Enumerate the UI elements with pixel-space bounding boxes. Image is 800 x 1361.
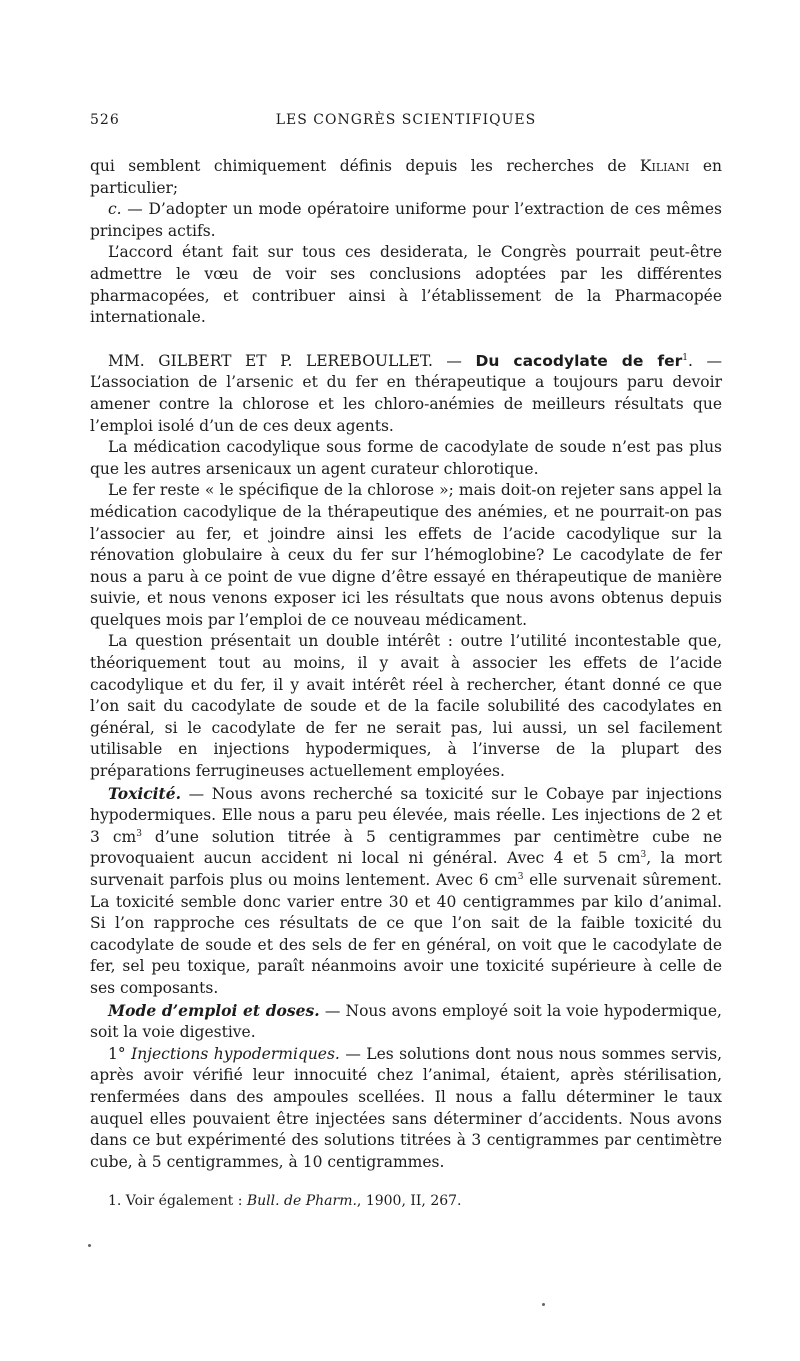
paragraph-continuation [90,156,722,199]
text-run: . — L’association de l’arsenic et du fer en thérapeutique a toujours paru devoir amener contre la chlorose et les chloro-anémies de meilleurs résultats que l’emploi isolé d’un de ces deux agents. [90,351,722,435]
paragraph-mode-emploi [90,1000,722,1044]
superscript: 3 [136,828,142,839]
paragraph: La médication cacodylique sous forme de cacodylate de soude n’est pas plus que les autres arsenicaux un agent curateur chlorotique. [90,438,722,478]
text-run: en particulier; [90,157,722,197]
text-run: qui semblent chimiquement définis depuis les recherches de [90,157,640,175]
text-run: — Nous avons employé soit la voie hypodermique, soit la voie digestive. [90,1001,722,1042]
text-run: — [432,351,476,370]
paragraph-toxicite [90,783,722,1000]
text-run: , 1900, II, 267. [356,1193,462,1210]
item-label: 1° [108,1044,132,1063]
subheading-toxicite: Toxicité. [108,783,181,803]
text-run: , la mort survenait parfois plus ou moins lentement. Avec 6 cm [90,849,722,889]
page-number: 526 [90,112,120,128]
section-authors: MM. GILBERT ET P. LEREBOULLET. [108,351,433,370]
text-run: — Les solutions dont nous nous sommes servis, après avoir vérifié leur innocuité chez l’animal, étaient, après stérilisation, renfermées dans des ampoules scellées. Il nous a fallu déterminer le taux auquel elles pouvaient être injectées sans déterminer d’accidents. Nous avons dans ce but expérimenté des solutions titrées à 3 centigrammes par centimètre cube, à 5 centigrammes, à 10 centigrammes. [90,1044,723,1171]
section-heading-paragraph [90,351,722,437]
paragraph: Le fer reste « le spécifique de la chlorose »; mais doit-on rejeter sans appel la médication cacodylique de la thérapeutique des anémies, et ne pourrait-on pas l’associer au fer, et joindre ainsi les effets de l’acide cacodylique sur la rénovation globulaire à ceux du fer sur l’hémoglobine? Le cacodylate de fer nous a paru à ce point de vue digne d’être essayé en thérapeutique de manière suivie, et nous venons exposer ici les résultats que nous avons obtenus depuis quelques mois par l’emploi de ce nouveau médicament. [90,481,722,629]
text-run: 1. Voir également : [108,1193,247,1210]
print-speck [542,1303,545,1306]
item-label: c. [108,200,122,219]
paragraph-conclusion: L’accord étant fait sur tous ces desiderata, le Congrès pourrait peut-être admettre le vœu de voir ses conclusions adoptées par les différentes pharmacopées, et contribuer ainsi à l’établissement de la Pharmacopée internationale. [90,243,722,327]
section-title: Du cacodylate de fer [475,351,683,370]
page-header [90,112,722,136]
superscript: 3 [640,850,647,861]
print-speck [88,1244,91,1247]
text-run: — Nous avons recherché sa toxicité sur le Cobaye par injections hypodermiques. Elle nous a paru peu élevée, mais réelle. Les injections de 2 et 3 cm [90,784,722,846]
footnote [90,1191,722,1211]
text-run: elle survenait sûrement. La toxicité semble donc varier entre 30 et 40 centigrammes par kilo d’animal. Si l’on rapproche ces résultats de ce que l’on sait de la faible toxicité du cacodylate de soude et des sels de fer en général, on voit que le cacodylate de fer, sel peu toxique, paraît néanmoins avoir une toxicité supérieure à celle de ses composants. [90,871,722,997]
author-name-kiliani: Kiliani [639,157,690,175]
text-run: — D’adopter un mode opératoire uniforme pour l’extraction de ces mêmes principes actifs. [90,200,722,240]
running-title: LES CONGRÈS SCIENTIFIQUES [275,112,537,128]
paragraph-injections [90,1044,722,1174]
text-run: d’une solution titrée à 5 centigrammes par centimètre cube ne provoquaient aucun accident ni local ni général. Avec 4 et 5 cm [90,827,722,868]
document-page [90,112,722,1211]
paragraph-item-c [90,199,722,242]
footnote-journal: Bull. de Pharm. [246,1193,357,1210]
subheading-injections: Injections hypodermiques. [131,1044,340,1063]
footnote-reference: 1 [682,352,689,363]
subheading-mode-emploi: Mode d’emploi et doses. [108,1000,320,1020]
superscript: 3 [517,871,524,882]
paragraph: La question présentait un double intérêt : outre l’utilité incontestable que, théoriquement tout au moins, il y avait à associer les effets de l’acide cacodylique et du fer, il y avait intérêt réel à rechercher, étant donné ce que l’on sait du cacodylate de soude et de la facile solubilité des cacodylates en général, si le cacodylate de fer ne serait pas, lui aussi, un sel facilement utilisable en injections hypodermiques, à l’inverse de la plupart des préparations ferrugineuses actuellement employées. [90,632,722,781]
